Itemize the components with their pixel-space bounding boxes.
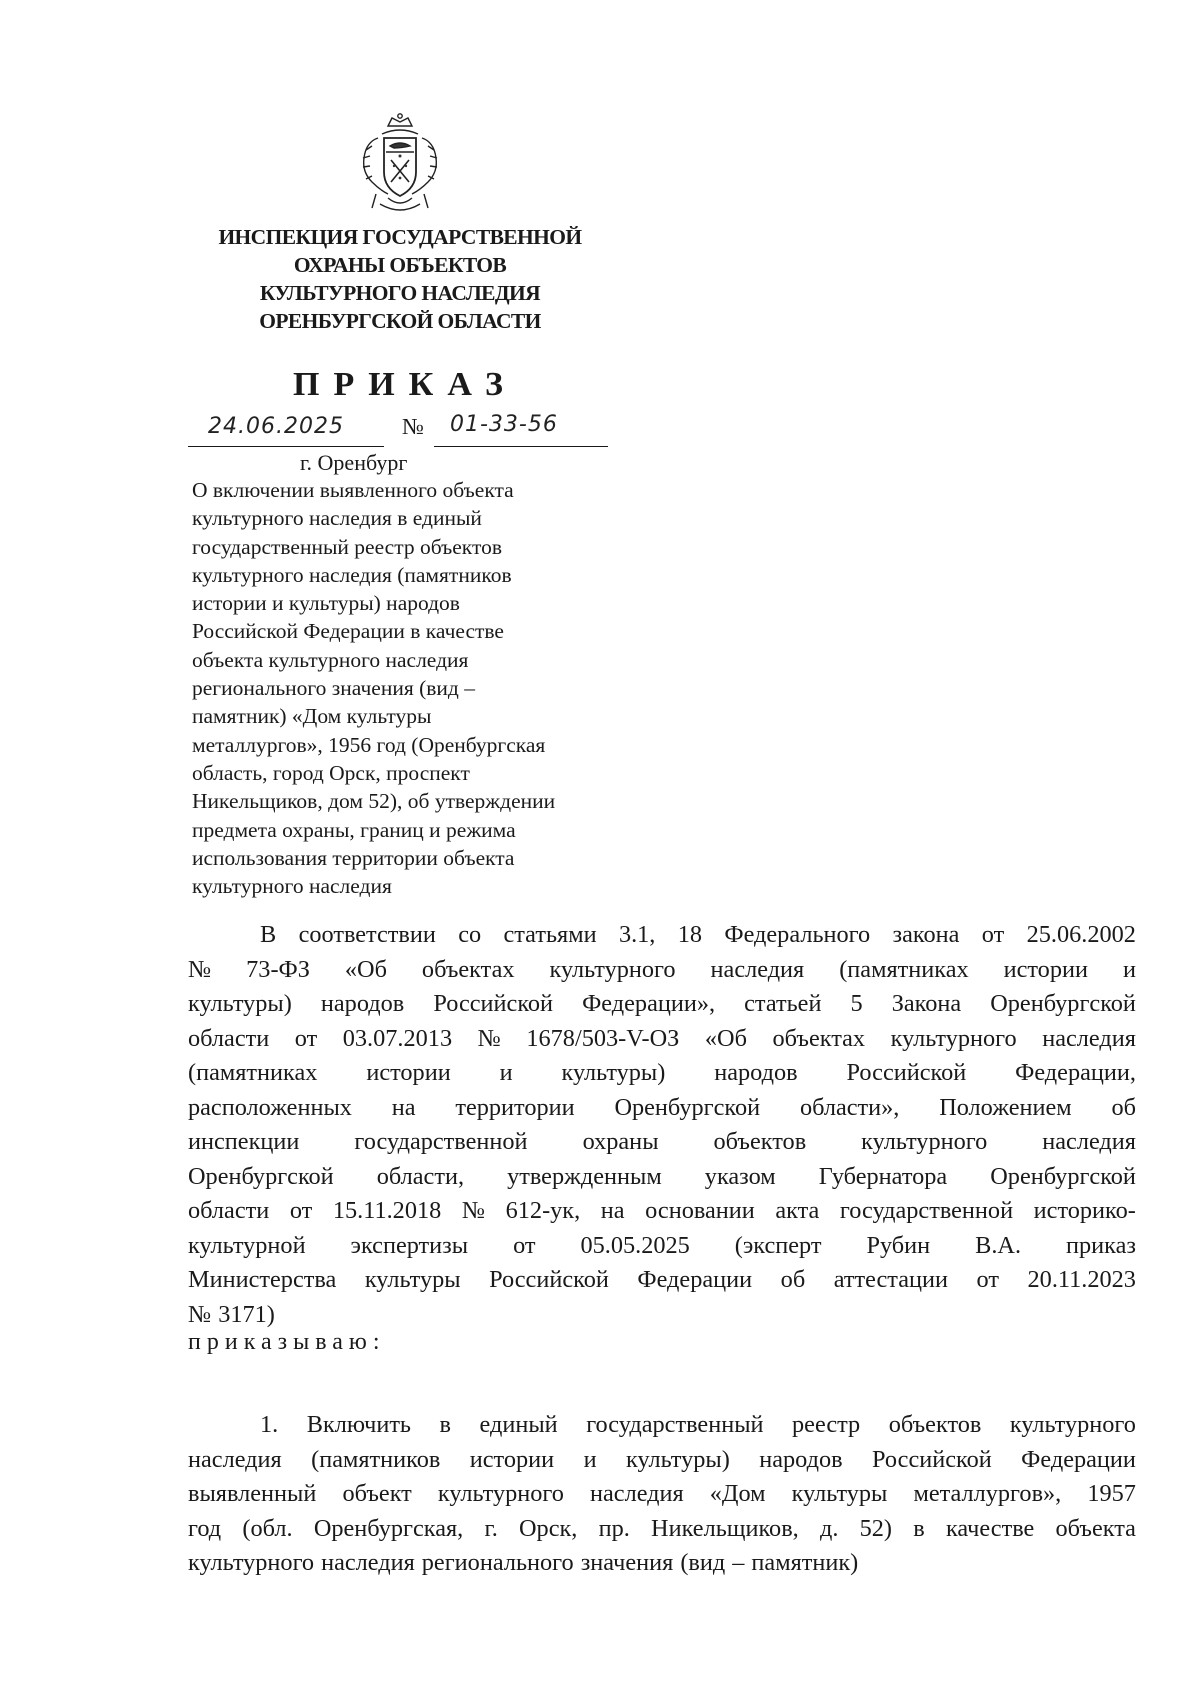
text-line: выявленный объект культурного наследия «Дом культуры металлургов», 1957 <box>188 1480 1136 1507</box>
subject-line: культурного наследия (памятников <box>192 562 512 587</box>
text-line: инспекции государственной охраны объектов культурного наследия <box>188 1128 1136 1155</box>
document-subject <box>192 476 622 900</box>
preamble-paragraph <box>188 918 1136 1332</box>
subject-line: государственный реестр объектов <box>192 534 502 559</box>
handwritten-number: 01-33-56 <box>450 412 558 437</box>
subject-line: истории и культуры) народов <box>192 591 460 616</box>
subject-line: регионального значения (вид – <box>192 676 475 701</box>
text-line: области от 15.11.2018 № 612-ук, на основании акта государственной историко- <box>188 1197 1136 1224</box>
text-line: Оренбургской области, утвержденным указом Губернатора Оренбургской <box>188 1162 1136 1190</box>
text-line: 1. Включить в единый государственный реестр объектов культурного <box>260 1411 1136 1438</box>
subject-line: культурного наследия <box>192 874 392 899</box>
subject-line: использования территории объекта <box>192 845 515 870</box>
subject-line: О включении выявленного объекта <box>192 478 514 502</box>
text-line: культуры) народов Российской Федерации», статьей 5 Закона Оренбургской <box>188 990 1136 1017</box>
handwritten-date: 24.06.2025 <box>208 414 344 439</box>
subject-line: Никельщиков, дом 52), об утверждении <box>192 789 556 814</box>
subject-line: памятник) «Дом культуры <box>192 704 432 729</box>
org-line: КУЛЬТУРНОГО НАСЛЕДИЯ <box>259 281 541 305</box>
subject-line: металлургов», 1956 год (Оренбургская <box>192 732 546 757</box>
text-line: год (обл. Оренбургская, г. Орск, пр. Никельщиков, д. 52) в качестве объекта <box>188 1514 1136 1542</box>
city-of-issue: г. Оренбург <box>300 450 408 475</box>
text-line: области от 03.07.2013 № 1678/503-V-ОЗ «Об объектах культурного наследия <box>188 1024 1136 1052</box>
order-item-1 <box>188 1408 1136 1581</box>
org-line: ОХРАНЫ ОБЪЕКТОВ <box>293 253 507 277</box>
text-line: Министерства культуры Российской Федерации об аттестации от 20.11.2023 <box>188 1266 1136 1293</box>
text-line: культурного наследия регионального значения (вид – памятник) <box>188 1549 859 1576</box>
org-line: ОРЕНБУРГСКОЙ ОБЛАСТИ <box>259 309 541 333</box>
subject-line: культурного наследия в единый <box>192 506 482 531</box>
org-line: ИНСПЕКЦИЯ ГОСУДАРСТВЕННОЙ <box>218 225 582 249</box>
text-line: № 73-ФЗ «Об объектах культурного наследия (памятниках истории и <box>188 955 1136 983</box>
subject-line: предмета охраны, границ и режима <box>192 817 516 842</box>
subject-line: объекта культурного наследия <box>192 647 469 672</box>
date-number-line <box>188 412 608 448</box>
coat-of-arms-emblem <box>358 112 442 216</box>
subject-line: область, город Орск, проспект <box>192 760 470 785</box>
number-sign: № <box>402 414 424 439</box>
text-line: № 3171) <box>188 1300 275 1328</box>
text-line: расположенных на территории Оренбургской области», Положением об <box>188 1093 1136 1121</box>
text-line: В соответствии со статьями 3.1, 18 Федерального закона от 25.06.2002 <box>260 921 1136 948</box>
issuing-authority <box>190 223 610 335</box>
subject-line: Российской Федерации в качестве <box>192 619 504 644</box>
document-type-title: ПРИКАЗ <box>293 366 517 403</box>
text-line: (памятниках истории и культуры) народов Российской Федерации, <box>188 1059 1136 1086</box>
date-field <box>188 412 384 447</box>
number-field <box>434 412 608 447</box>
order-word: приказываю: <box>188 1329 386 1355</box>
text-line: наследия (памятников истории и культуры) народов Российской Федерации <box>188 1445 1136 1473</box>
text-line: культурной экспертизы от 05.05.2025 (эксперт Рубин В.А. приказ <box>188 1231 1136 1259</box>
